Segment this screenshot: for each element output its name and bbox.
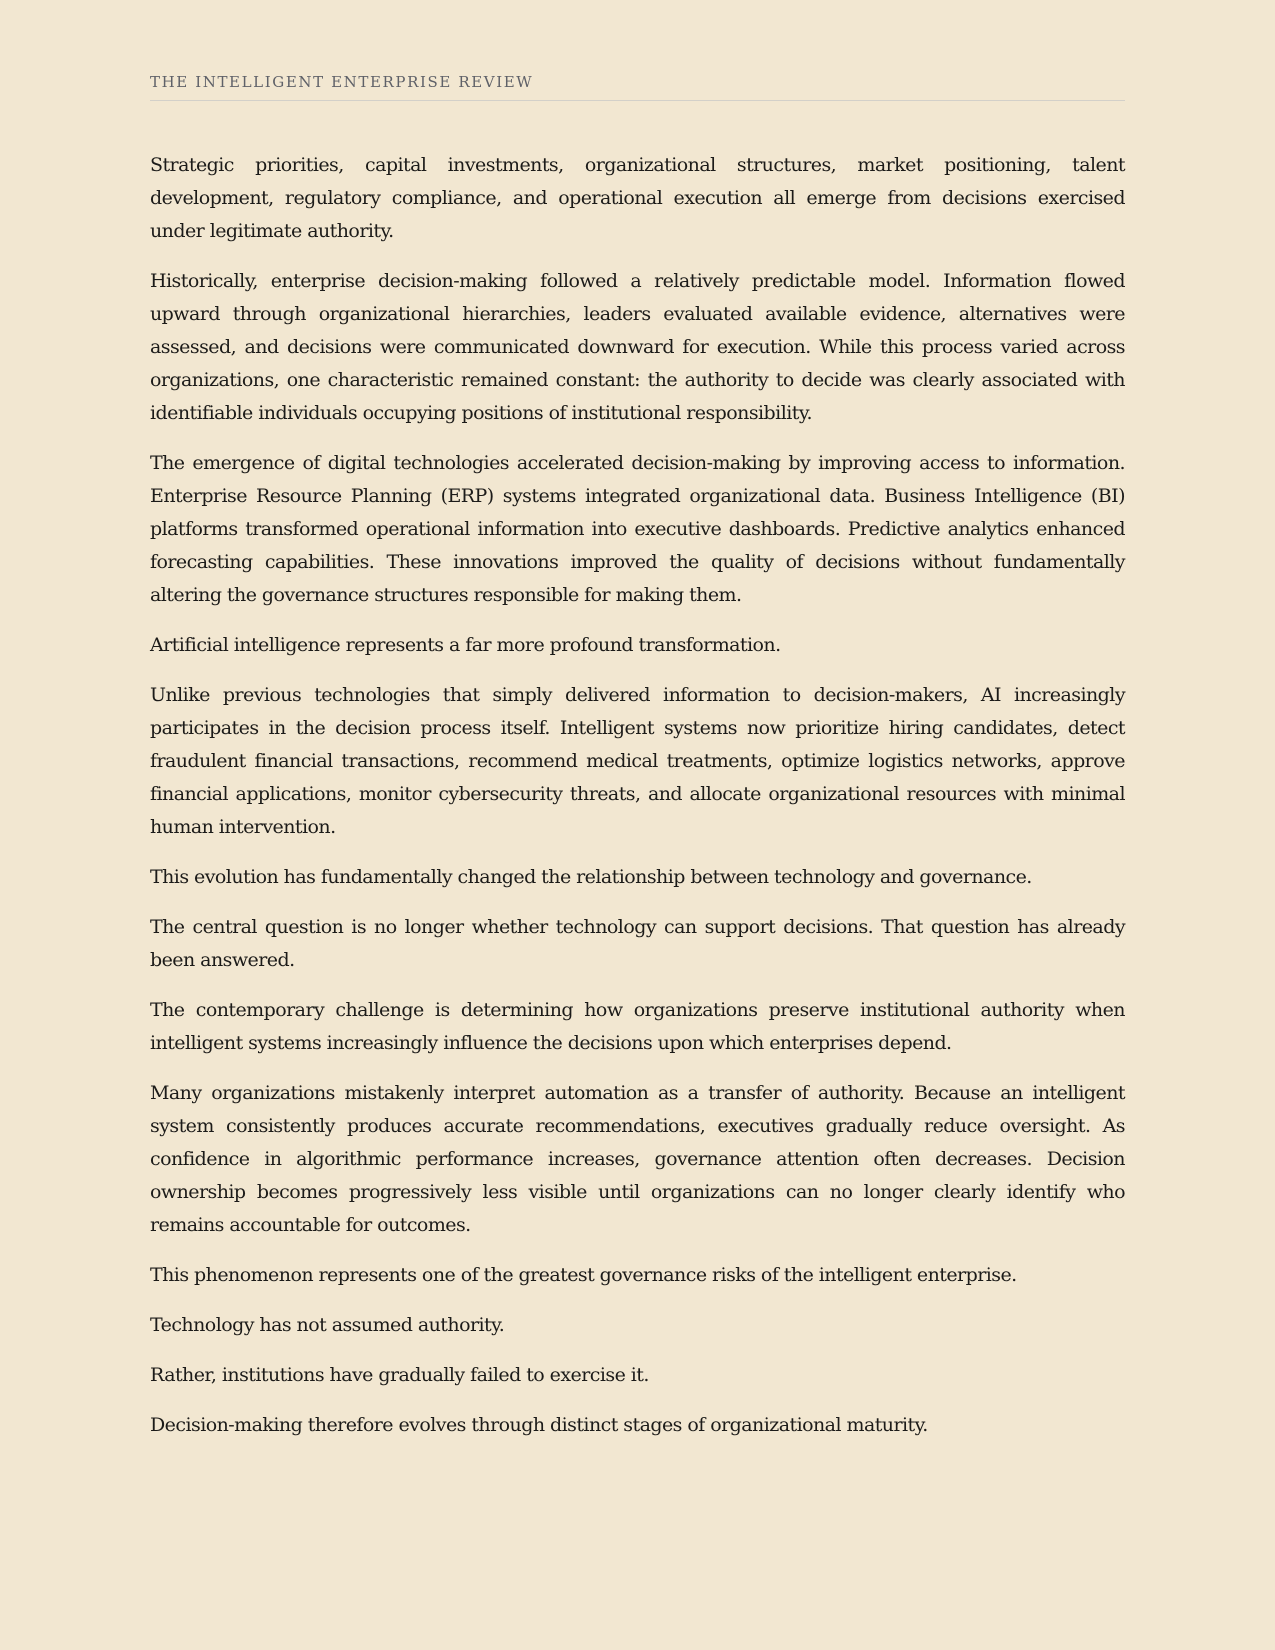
paragraph: The contemporary challenge is determining how organizations preserve institutional authority when intelligent systems increasingly influence the decisions upon which enterprises depend. [150,999,1125,1054]
paragraph: The central question is no longer whether technology can support decisions. That question has already been answered. [150,916,1125,971]
paragraph: Artificial intelligence represents a far more profound transformation. [150,634,781,656]
running-header: THE INTELLIGENT ENTERPRISE REVIEW [150,72,1125,101]
article-body [150,149,1125,1442]
paragraph: Unlike previous technologies that simply delivered information to decision-makers, AI increasingly participates in the decision process itself. Intelligent systems now prioritize hiring candidates, detect fraudulent financial transactions, recommend medical treatments, optimize logistics networks, approve financial applications, monitor cybersecurity threats, and allocate organizational resources with minimal human intervention. [150,684,1125,838]
paragraph: Many organizations mistakenly interpret automation as a transfer of authority. Because an intelligent system consistently produces accurate recommendations, executives gradually reduce oversight. As confidence in algorithmic performance increases, governance attention often decreases. Decision ownership becomes progressively less visible until organizations can no longer clearly identify who remains accountable for outcomes. [150,1082,1125,1236]
paragraph: Rather, institutions have gradually failed to exercise it. [150,1364,649,1386]
paragraph: Technology has not assumed authority. [150,1314,505,1336]
paragraph: The emergence of digital technologies accelerated decision-making by improving access to information. Enterprise Resource Planning (ERP) systems integrated organizational data. Business Intelligence (BI) platforms transformed operational information into executive dashboards. Predictive analytics enhanced forecasting capabilities. These innovations improved the quality of decisions without fundamentally altering the governance structures responsible for making them. [150,452,1125,606]
paragraph: Historically, enterprise decision-making followed a relatively predictable model. Information flowed upward through organizational hierarchies, leaders evaluated available evidence, alternatives were assessed, and decisions were communicated downward for execution. While this process varied across organizations, one characteristic remained constant: the authority to decide was clearly associated with identifiable individuals occupying positions of institutional responsibility. [150,270,1125,424]
document-page [150,72,1125,1459]
paragraph: This phenomenon represents one of the greatest governance risks of the intelligent enterprise. [150,1264,1017,1286]
paragraph: Strategic priorities, capital investments, organizational structures, market positioning, talent development, regulatory compliance, and operational execution all emerge from decisions exercised under legitimate authority. [150,154,1125,242]
paragraph: Decision-making therefore evolves through distinct stages of organizational maturity. [150,1414,928,1436]
paragraph: This evolution has fundamentally changed the relationship between technology and governance. [150,866,1032,888]
